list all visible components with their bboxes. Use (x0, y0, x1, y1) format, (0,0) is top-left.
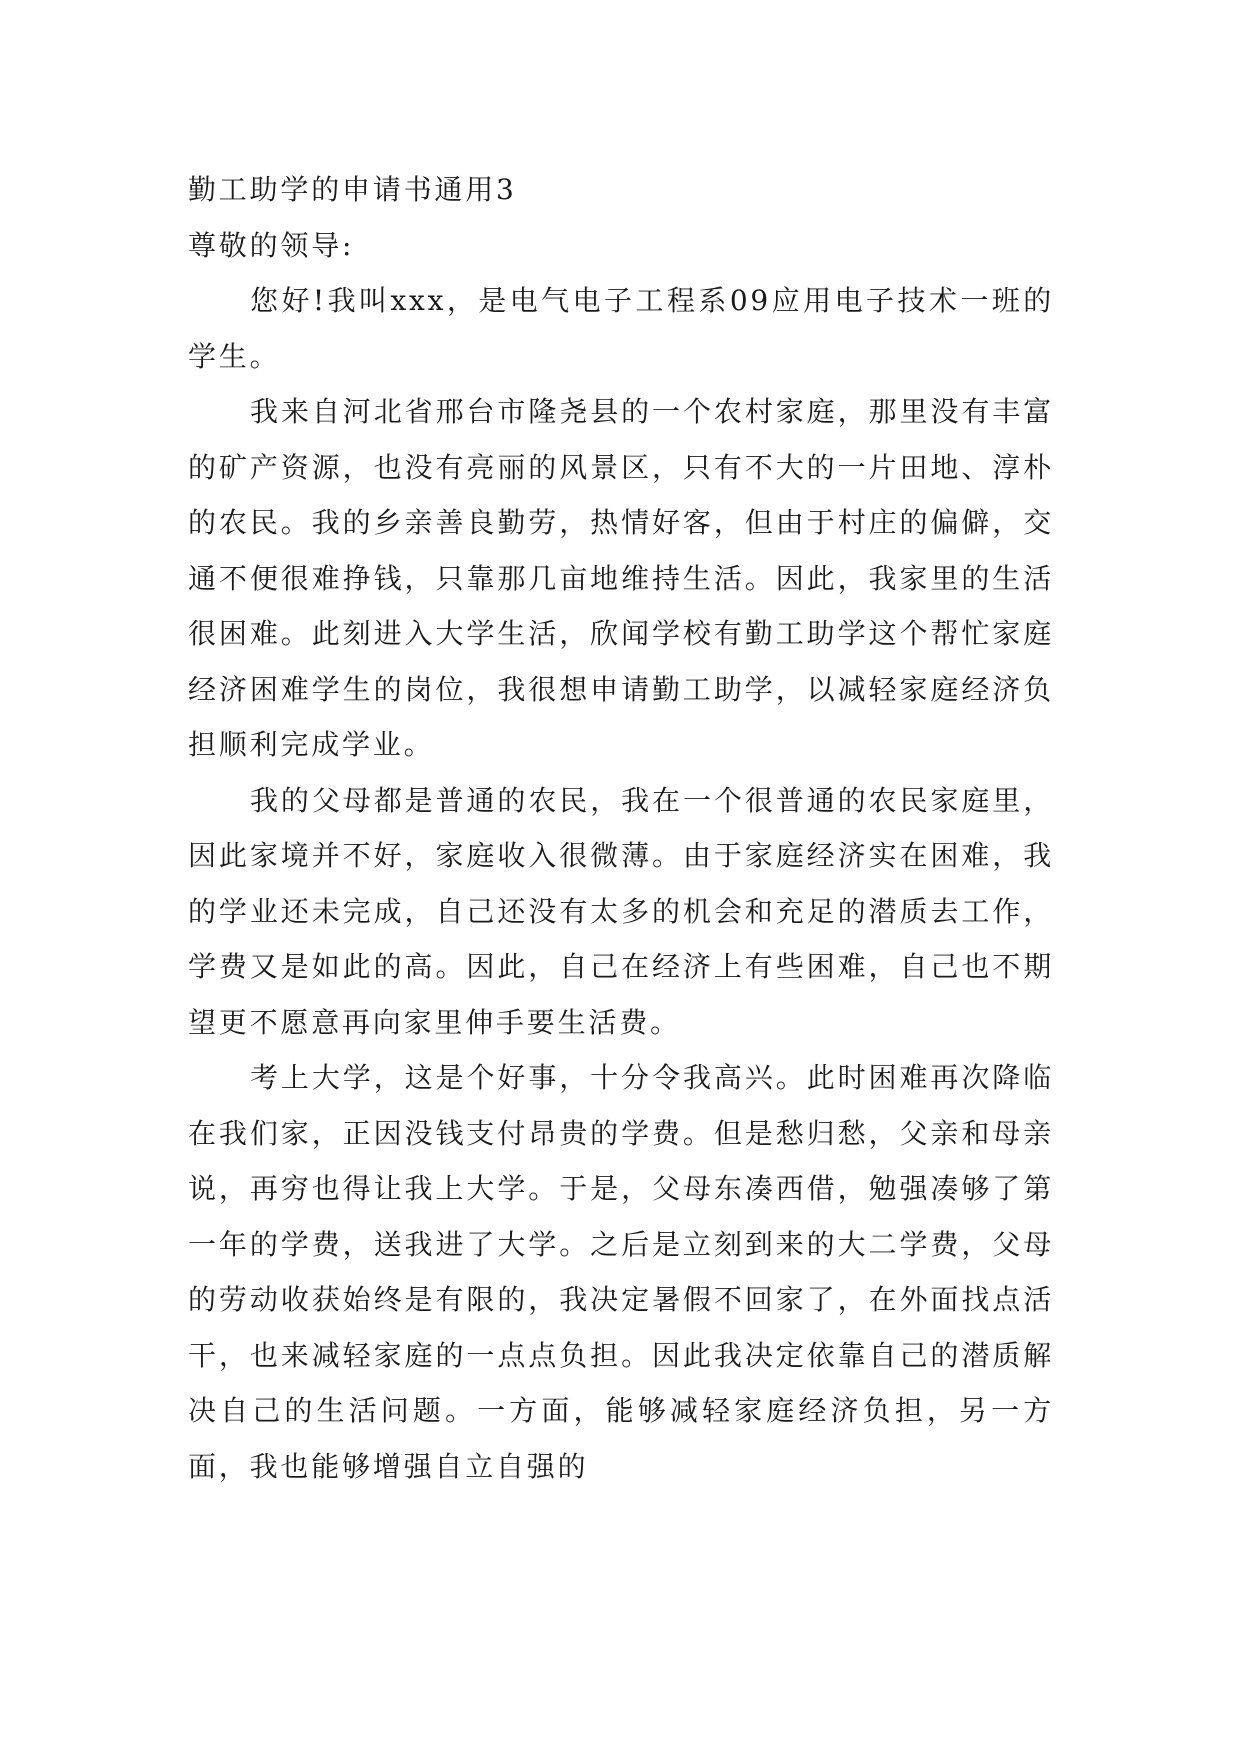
paragraph-4: 考上大学，这是个好事，十分令我高兴。此时困难再次降临在我们家，正因没钱支付昂贵的学费。但是愁归愁，父亲和母亲说，再穷也得让我上大学。于是，父母东凑西借，勉强凑够了第一年的学费，送我进了大学。之后是立刻到来的大二学费，父母的劳动收获始终是有限的，我决定暑假不回家了，在外面找点活干，也来减轻家庭的一点点负担。因此我决定依靠自己的潜质解决自己的生活问题。一方面，能够减轻家庭经济负担，另一方面，我也能够增强自立自强的 (188, 1061, 1054, 1483)
salutation: 尊敬的领导: (188, 228, 355, 262)
paragraph-1: 您好!我叫xxx，是电气电子工程系09应用电子技术一班的学生。 (188, 284, 1054, 373)
paragraph-3: 我的父母都是普通的农民，我在一个很普通的农民家庭里，因此家境并不好，家庭收入很微薄。由于家庭经济实在困难，我的学业还未完成，自己还没有太多的机会和充足的潜质去工作，学费又是如此的高。因此，自己在经济上有些困难，自己也不期望更不愿意再向家里伸手要生活费。 (188, 783, 1054, 1039)
document-body (188, 162, 1054, 1494)
paragraph-2: 我来自河北省邢台市隆尧县的一个农村家庭，那里没有丰富的矿产资源，也没有亮丽的风景区，只有不大的一片田地、淳朴的农民。我的乡亲善良勤劳，热情好客，但由于村庄的偏僻，交通不便很难挣钱，只靠那几亩地维持生活。因此，我家里的生活很困难。此刻进入大学生活，欣闻学校有勤工助学这个帮忙家庭经济困难学生的岗位，我很想申请勤工助学，以减轻家庭经济负担顺利完成学业。 (188, 395, 1054, 761)
document-title: 勤工助学的申请书通用3 (188, 173, 517, 206)
